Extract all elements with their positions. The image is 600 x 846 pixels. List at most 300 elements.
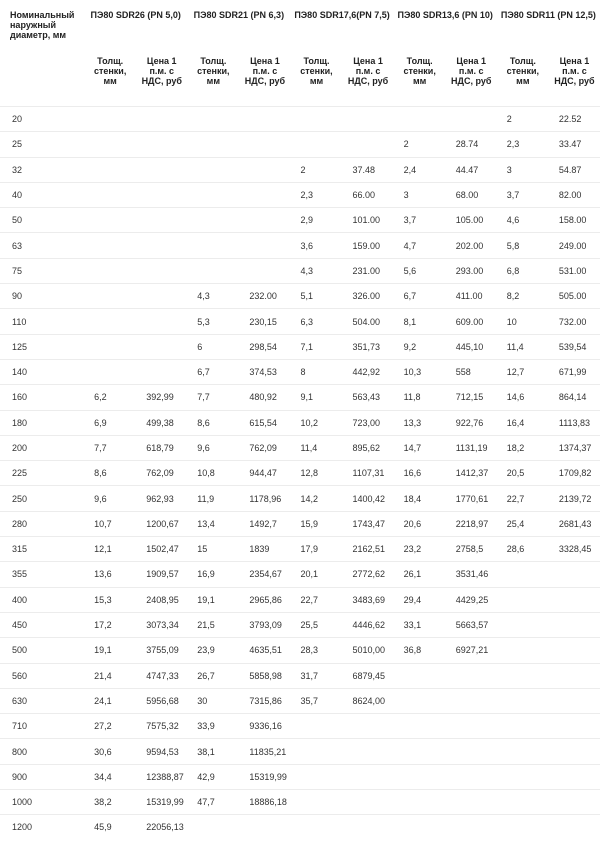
- cell-thickness: [187, 157, 239, 182]
- cell-price: [136, 107, 187, 132]
- cell-diameter: 500: [0, 638, 84, 663]
- cell-price: 2758,5: [446, 537, 497, 562]
- cell-thickness: [187, 132, 239, 157]
- cell-price: [343, 790, 394, 815]
- cell-price: 3073,34: [136, 612, 187, 637]
- cell-thickness: [84, 182, 136, 207]
- cell-price: 7315,86: [239, 688, 290, 713]
- cell-thickness: 7,7: [187, 385, 239, 410]
- cell-thickness: 20,5: [497, 461, 549, 486]
- table-row: [0, 309, 600, 334]
- cell-price: [549, 815, 600, 840]
- cell-price: 249.00: [549, 233, 600, 258]
- cell-price: 1131,19: [446, 435, 497, 460]
- cell-diameter: 400: [0, 587, 84, 612]
- cell-price: [549, 688, 600, 713]
- cell-price: 1492,7: [239, 511, 290, 536]
- cell-thickness: 33,9: [187, 714, 239, 739]
- cell-thickness: 20,6: [394, 511, 446, 536]
- cell-price: 615,54: [239, 410, 290, 435]
- cell-price: [239, 157, 290, 182]
- cell-diameter: 20: [0, 107, 84, 132]
- cell-price: [136, 233, 187, 258]
- table-row: [0, 435, 600, 460]
- cell-price: 762,09: [239, 435, 290, 460]
- cell-price: 3483,69: [343, 587, 394, 612]
- cell-price: 1178,96: [239, 486, 290, 511]
- cell-thickness: 13,3: [394, 410, 446, 435]
- cell-price: 962,93: [136, 486, 187, 511]
- cell-diameter: 630: [0, 688, 84, 713]
- cell-price: 1709,82: [549, 461, 600, 486]
- cell-price: 1412,37: [446, 461, 497, 486]
- cell-thickness: [187, 182, 239, 207]
- cell-thickness: [84, 157, 136, 182]
- cell-diameter: 50: [0, 208, 84, 233]
- cell-thickness: 9,2: [394, 334, 446, 359]
- cell-price: 7575,32: [136, 714, 187, 739]
- table-row: [0, 714, 600, 739]
- cell-diameter: 450: [0, 612, 84, 637]
- table-header: [0, 0, 600, 107]
- table-row: [0, 511, 600, 536]
- cell-thickness: 21,4: [84, 663, 136, 688]
- table-row: [0, 663, 600, 688]
- cell-diameter: 180: [0, 410, 84, 435]
- subheader-price: Цена 1 п.м. с НДС, руб: [451, 56, 492, 86]
- cell-price: [239, 258, 290, 283]
- cell-diameter: 140: [0, 359, 84, 384]
- cell-thickness: 17,9: [290, 537, 342, 562]
- cell-thickness: 30,6: [84, 739, 136, 764]
- cell-price: [136, 208, 187, 233]
- subheader-thickness: Толщ. стенки, мм: [403, 56, 436, 86]
- cell-price: 22056,13: [136, 815, 187, 840]
- cell-thickness: 26,7: [187, 663, 239, 688]
- cell-thickness: [290, 790, 342, 815]
- table-row: [0, 258, 600, 283]
- cell-thickness: 47,7: [187, 790, 239, 815]
- table-row: [0, 739, 600, 764]
- cell-thickness: 3: [394, 182, 446, 207]
- cell-thickness: 18,2: [497, 435, 549, 460]
- cell-thickness: 3,7: [497, 182, 549, 207]
- cell-thickness: 14,2: [290, 486, 342, 511]
- cell-price: 6879,45: [343, 663, 394, 688]
- cell-price: 609.00: [446, 309, 497, 334]
- cell-price: [549, 739, 600, 764]
- cell-thickness: 5,6: [394, 258, 446, 283]
- cell-thickness: 2,3: [497, 132, 549, 157]
- cell-thickness: 2,9: [290, 208, 342, 233]
- cell-thickness: 34,4: [84, 764, 136, 789]
- cell-price: [549, 790, 600, 815]
- cell-price: 2354,67: [239, 562, 290, 587]
- cell-thickness: 8: [290, 359, 342, 384]
- subheader-price: Цена 1 п.м. с НДС, руб: [244, 56, 286, 86]
- cell-diameter: 125: [0, 334, 84, 359]
- cell-thickness: 2,4: [394, 157, 446, 182]
- table-row: [0, 461, 600, 486]
- cell-thickness: [290, 714, 342, 739]
- cell-thickness: 38,1: [187, 739, 239, 764]
- cell-price: 5858,98: [239, 663, 290, 688]
- header-sdr26: ПЭ80 SDR26 (PN 5,0): [90, 10, 181, 20]
- cell-thickness: 10,8: [187, 461, 239, 486]
- cell-thickness: 14,7: [394, 435, 446, 460]
- cell-price: 374,53: [239, 359, 290, 384]
- cell-price: 480,92: [239, 385, 290, 410]
- cell-price: [136, 132, 187, 157]
- cell-thickness: 11,4: [497, 334, 549, 359]
- cell-price: 1909,57: [136, 562, 187, 587]
- cell-thickness: 8,6: [187, 410, 239, 435]
- table-row: [0, 790, 600, 815]
- cell-price: [549, 638, 600, 663]
- cell-thickness: [187, 107, 239, 132]
- cell-diameter: 75: [0, 258, 84, 283]
- cell-thickness: [394, 688, 446, 713]
- cell-price: 2162,51: [343, 537, 394, 562]
- header-sdr13-6: ПЭ80 SDR13,6 (PN 10): [397, 10, 493, 20]
- cell-price: 1374,37: [549, 435, 600, 460]
- cell-price: 732.00: [549, 309, 600, 334]
- cell-price: 4747,33: [136, 663, 187, 688]
- cell-thickness: [394, 714, 446, 739]
- table-row: [0, 132, 600, 157]
- cell-price: [549, 612, 600, 637]
- table-row: [0, 587, 600, 612]
- cell-thickness: 15: [187, 537, 239, 562]
- cell-price: 2965,86: [239, 587, 290, 612]
- cell-diameter: 710: [0, 714, 84, 739]
- cell-price: 8624,00: [343, 688, 394, 713]
- cell-thickness: 23,2: [394, 537, 446, 562]
- table-row: [0, 334, 600, 359]
- cell-price: 351,73: [343, 334, 394, 359]
- cell-price: 445,10: [446, 334, 497, 359]
- cell-thickness: 2,3: [290, 182, 342, 207]
- cell-price: [549, 663, 600, 688]
- cell-thickness: 9,1: [290, 385, 342, 410]
- cell-thickness: 12,1: [84, 537, 136, 562]
- subheader-thickness: Толщ. стенки, мм: [300, 56, 333, 86]
- header-sdr21: ПЭ80 SDR21 (PN 6,3): [193, 10, 285, 20]
- cell-price: [549, 562, 600, 587]
- cell-price: 499,38: [136, 410, 187, 435]
- cell-thickness: 8,6: [84, 461, 136, 486]
- cell-diameter: 560: [0, 663, 84, 688]
- cell-thickness: 5,3: [187, 309, 239, 334]
- cell-price: [446, 764, 497, 789]
- cell-thickness: [290, 107, 342, 132]
- cell-thickness: [84, 132, 136, 157]
- cell-price: [136, 359, 187, 384]
- cell-price: 2139,72: [549, 486, 600, 511]
- cell-price: [446, 790, 497, 815]
- cell-thickness: 3,7: [394, 208, 446, 233]
- cell-price: 3793,09: [239, 612, 290, 637]
- subheader-thickness: Толщ. стенки, мм: [506, 56, 540, 86]
- cell-thickness: 27,2: [84, 714, 136, 739]
- cell-price: [136, 182, 187, 207]
- subheader-thickness: Толщ. стенки, мм: [93, 56, 127, 86]
- cell-price: 22.52: [549, 107, 600, 132]
- cell-thickness: 30: [187, 688, 239, 713]
- cell-thickness: 6,8: [497, 258, 549, 283]
- cell-thickness: 26,1: [394, 562, 446, 587]
- cell-thickness: 19,1: [84, 638, 136, 663]
- cell-thickness: [84, 233, 136, 258]
- cell-thickness: 23,9: [187, 638, 239, 663]
- cell-price: 2772,62: [343, 562, 394, 587]
- table-row: [0, 182, 600, 207]
- cell-thickness: 33,1: [394, 612, 446, 637]
- cell-price: 944,47: [239, 461, 290, 486]
- cell-price: 66.00: [343, 182, 394, 207]
- cell-price: 11835,21: [239, 739, 290, 764]
- cell-price: 712,15: [446, 385, 497, 410]
- cell-price: [239, 233, 290, 258]
- subheader-price: Цена 1 п.м. с НДС, руб: [347, 56, 389, 86]
- table-row: [0, 359, 600, 384]
- cell-price: 326.00: [343, 284, 394, 309]
- cell-price: [343, 132, 394, 157]
- cell-price: [549, 764, 600, 789]
- subheader-price: Цена 1 п.м. с НДС, руб: [141, 56, 182, 86]
- cell-thickness: 3,6: [290, 233, 342, 258]
- cell-thickness: 6,2: [84, 385, 136, 410]
- cell-thickness: 4,6: [497, 208, 549, 233]
- cell-price: 2218,97: [446, 511, 497, 536]
- cell-diameter: 200: [0, 435, 84, 460]
- cell-price: 12388,87: [136, 764, 187, 789]
- cell-price: 232.00: [239, 284, 290, 309]
- cell-diameter: 90: [0, 284, 84, 309]
- table-row: [0, 815, 600, 840]
- cell-price: [549, 714, 600, 739]
- cell-price: 105.00: [446, 208, 497, 233]
- cell-price: [136, 334, 187, 359]
- cell-thickness: 2: [394, 132, 446, 157]
- cell-thickness: 6,3: [290, 309, 342, 334]
- cell-price: 4635,51: [239, 638, 290, 663]
- cell-thickness: 13,6: [84, 562, 136, 587]
- cell-price: 15319,99: [136, 790, 187, 815]
- cell-price: 298,54: [239, 334, 290, 359]
- cell-thickness: [290, 815, 342, 840]
- cell-thickness: 7,1: [290, 334, 342, 359]
- cell-thickness: 14,6: [497, 385, 549, 410]
- table-row: [0, 385, 600, 410]
- cell-diameter: 225: [0, 461, 84, 486]
- cell-thickness: [497, 663, 549, 688]
- cell-price: [446, 815, 497, 840]
- cell-price: 539,54: [549, 334, 600, 359]
- table-row: [0, 233, 600, 258]
- cell-thickness: 25,5: [290, 612, 342, 637]
- cell-thickness: 5,1: [290, 284, 342, 309]
- header-diameter: Номинальный наружный диаметр, мм: [10, 10, 75, 40]
- cell-thickness: [497, 587, 549, 612]
- cell-thickness: [497, 562, 549, 587]
- cell-thickness: 28,3: [290, 638, 342, 663]
- cell-price: 1502,47: [136, 537, 187, 562]
- cell-price: [343, 764, 394, 789]
- cell-price: 723,00: [343, 410, 394, 435]
- cell-thickness: [187, 233, 239, 258]
- cell-price: 202.00: [446, 233, 497, 258]
- cell-thickness: [497, 790, 549, 815]
- cell-thickness: 17,2: [84, 612, 136, 637]
- cell-thickness: 36,8: [394, 638, 446, 663]
- cell-thickness: [84, 208, 136, 233]
- cell-thickness: 4,3: [290, 258, 342, 283]
- cell-diameter: 25: [0, 132, 84, 157]
- cell-thickness: 8,2: [497, 284, 549, 309]
- cell-thickness: 16,9: [187, 562, 239, 587]
- cell-price: 44.47: [446, 157, 497, 182]
- cell-diameter: 800: [0, 739, 84, 764]
- cell-price: 411.00: [446, 284, 497, 309]
- cell-thickness: 15,9: [290, 511, 342, 536]
- cell-thickness: [187, 815, 239, 840]
- cell-thickness: 8,1: [394, 309, 446, 334]
- cell-thickness: 35,7: [290, 688, 342, 713]
- cell-price: 618,79: [136, 435, 187, 460]
- table-row: [0, 764, 600, 789]
- cell-thickness: [497, 688, 549, 713]
- table-row: [0, 486, 600, 511]
- cell-price: 33.47: [549, 132, 600, 157]
- cell-price: [343, 714, 394, 739]
- cell-price: [446, 739, 497, 764]
- cell-thickness: 2: [497, 107, 549, 132]
- cell-thickness: 10,3: [394, 359, 446, 384]
- cell-thickness: [497, 739, 549, 764]
- cell-price: 4429,25: [446, 587, 497, 612]
- header-sdr17-6: ПЭ80 SDR17,6(PN 7,5): [294, 10, 390, 20]
- cell-thickness: [394, 815, 446, 840]
- cell-price: 159.00: [343, 233, 394, 258]
- cell-thickness: [84, 107, 136, 132]
- cell-diameter: 110: [0, 309, 84, 334]
- cell-diameter: 1000: [0, 790, 84, 815]
- cell-price: 54.87: [549, 157, 600, 182]
- cell-thickness: 25,4: [497, 511, 549, 536]
- cell-price: 4446,62: [343, 612, 394, 637]
- cell-price: [343, 107, 394, 132]
- cell-price: [136, 284, 187, 309]
- cell-diameter: 900: [0, 764, 84, 789]
- cell-thickness: [290, 132, 342, 157]
- cell-thickness: 15,3: [84, 587, 136, 612]
- cell-thickness: 16,4: [497, 410, 549, 435]
- cell-thickness: 11,8: [394, 385, 446, 410]
- cell-thickness: [497, 815, 549, 840]
- cell-thickness: 6,9: [84, 410, 136, 435]
- cell-thickness: [394, 764, 446, 789]
- cell-thickness: 6: [187, 334, 239, 359]
- cell-thickness: [497, 764, 549, 789]
- cell-thickness: 3: [497, 157, 549, 182]
- cell-price: 1113,83: [549, 410, 600, 435]
- cell-thickness: 16,6: [394, 461, 446, 486]
- cell-thickness: [187, 258, 239, 283]
- cell-price: 1200,67: [136, 511, 187, 536]
- cell-price: 1770,61: [446, 486, 497, 511]
- table-row: [0, 638, 600, 663]
- cell-diameter: 315: [0, 537, 84, 562]
- table-row: [0, 688, 600, 713]
- cell-thickness: 12,7: [497, 359, 549, 384]
- cell-price: [446, 107, 497, 132]
- cell-price: 3531,46: [446, 562, 497, 587]
- header-sdr11: ПЭ80 SDR11 (PN 12,5): [500, 10, 596, 20]
- cell-thickness: [394, 663, 446, 688]
- cell-thickness: 21,5: [187, 612, 239, 637]
- cell-thickness: 10,2: [290, 410, 342, 435]
- cell-price: 18886,18: [239, 790, 290, 815]
- cell-price: 158.00: [549, 208, 600, 233]
- cell-thickness: [84, 258, 136, 283]
- cell-price: 5663,57: [446, 612, 497, 637]
- table-row: [0, 208, 600, 233]
- cell-diameter: 250: [0, 486, 84, 511]
- cell-price: 1839: [239, 537, 290, 562]
- cell-thickness: 31,7: [290, 663, 342, 688]
- cell-thickness: 38,2: [84, 790, 136, 815]
- table-row: [0, 284, 600, 309]
- table-row: [0, 157, 600, 182]
- cell-thickness: [290, 739, 342, 764]
- cell-price: 922,76: [446, 410, 497, 435]
- cell-diameter: 1200: [0, 815, 84, 840]
- table-row: [0, 410, 600, 435]
- cell-price: 293.00: [446, 258, 497, 283]
- cell-price: 2681,43: [549, 511, 600, 536]
- cell-price: 15319,99: [239, 764, 290, 789]
- cell-price: 558: [446, 359, 497, 384]
- cell-price: [239, 182, 290, 207]
- cell-price: [343, 739, 394, 764]
- cell-thickness: 7,7: [84, 435, 136, 460]
- cell-price: [136, 309, 187, 334]
- cell-price: 5010,00: [343, 638, 394, 663]
- cell-price: 762,09: [136, 461, 187, 486]
- cell-thickness: [497, 638, 549, 663]
- cell-thickness: 29,4: [394, 587, 446, 612]
- subheader-thickness: Толщ. стенки, мм: [197, 56, 230, 86]
- cell-price: 671,99: [549, 359, 600, 384]
- cell-price: 82.00: [549, 182, 600, 207]
- cell-price: [549, 587, 600, 612]
- cell-price: 1400,42: [343, 486, 394, 511]
- table-row: [0, 612, 600, 637]
- cell-price: 9594,53: [136, 739, 187, 764]
- cell-price: [239, 132, 290, 157]
- table-row: [0, 562, 600, 587]
- cell-thickness: 11,4: [290, 435, 342, 460]
- cell-thickness: 6,7: [187, 359, 239, 384]
- cell-diameter: 280: [0, 511, 84, 536]
- table-body: [0, 107, 600, 840]
- cell-thickness: [394, 107, 446, 132]
- cell-price: 28.74: [446, 132, 497, 157]
- cell-price: 101.00: [343, 208, 394, 233]
- cell-price: 531.00: [549, 258, 600, 283]
- cell-thickness: 10: [497, 309, 549, 334]
